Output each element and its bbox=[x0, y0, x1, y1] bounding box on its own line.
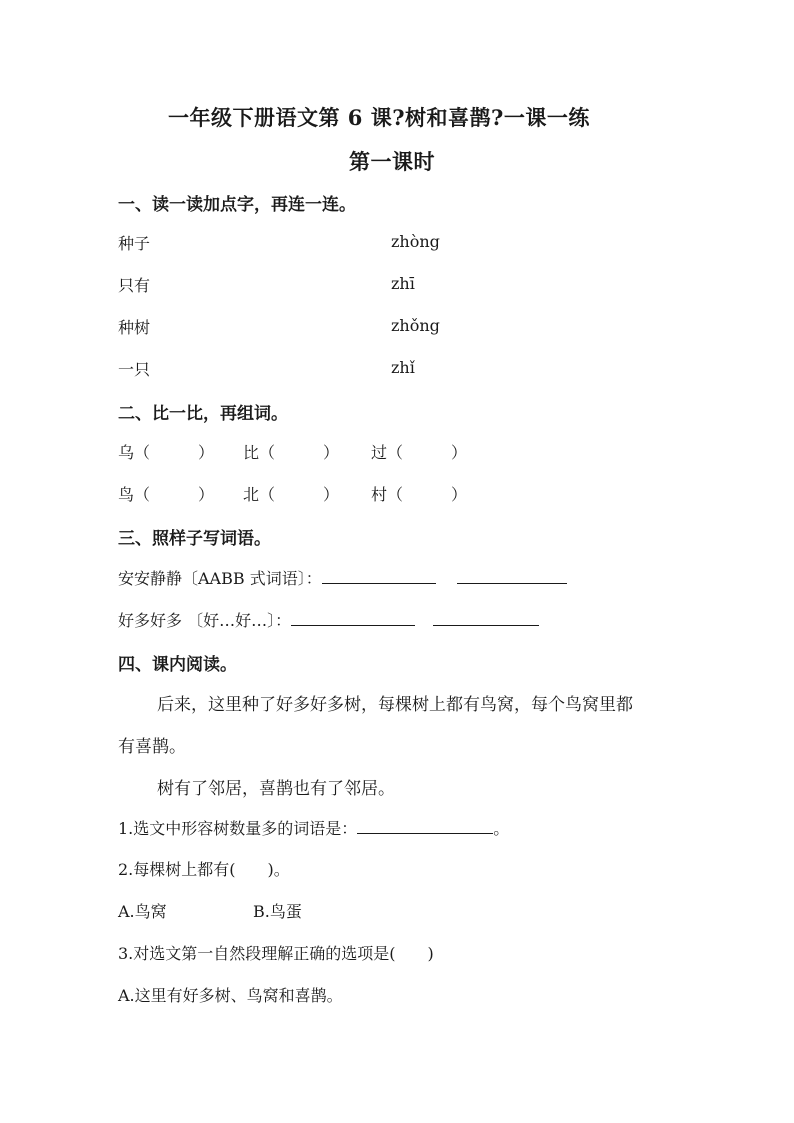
match-word: 只有 bbox=[118, 276, 151, 295]
match-word: 种树 bbox=[118, 318, 151, 337]
example-line-hao bbox=[118, 608, 539, 631]
document-title: 一年级下册语文第 6 课?树和喜鹊?一课一练 bbox=[168, 105, 590, 130]
word-group-blank: 过（ ） bbox=[371, 443, 468, 462]
match-word: 种子 bbox=[118, 234, 151, 253]
answer-blank[interactable] bbox=[322, 569, 436, 584]
question-3: 3.对选文第一自然段理解正确的选项是( ) bbox=[118, 944, 434, 963]
section2-heading: 二、比一比，再组词。 bbox=[118, 404, 288, 424]
question-1 bbox=[118, 816, 509, 839]
word-group-blank: 鸟（ ） bbox=[118, 485, 215, 504]
question-2-option-a: A.鸟窝 bbox=[118, 902, 167, 921]
match-word: 一只 bbox=[118, 360, 151, 379]
section4-heading: 四、课内阅读。 bbox=[118, 655, 237, 675]
example-label: 安安静静〔AABB 式词语〕： bbox=[118, 569, 322, 588]
question-2: 2.每棵树上都有( )。 bbox=[118, 860, 290, 879]
example-line-aabb bbox=[118, 566, 567, 589]
match-pinyin: zhī bbox=[391, 274, 415, 293]
question-1-text: 1.选文中形容树数量多的词语是： bbox=[118, 819, 358, 838]
section3-heading: 三、照样子写词语。 bbox=[118, 529, 271, 549]
reading-paragraph: 树有了邻居，喜鹊也有了邻居。 bbox=[157, 779, 395, 799]
match-pinyin: zhǐ bbox=[391, 358, 415, 377]
section1-heading: 一、读一读加点字，再连一连。 bbox=[118, 195, 356, 215]
word-group-blank: 村（ ） bbox=[371, 485, 468, 504]
answer-blank[interactable] bbox=[291, 611, 415, 626]
question-2-option-b: B.鸟蛋 bbox=[253, 902, 302, 921]
answer-blank[interactable] bbox=[457, 569, 567, 584]
match-pinyin: zhǒng bbox=[391, 316, 440, 335]
word-group-blank: 比（ ） bbox=[243, 443, 340, 462]
word-group-blank: 乌（ ） bbox=[118, 443, 215, 462]
answer-blank[interactable] bbox=[357, 819, 493, 834]
document-subtitle: 第一课时 bbox=[349, 149, 435, 174]
word-group-blank: 北（ ） bbox=[243, 485, 340, 504]
reading-paragraph-line: 有喜鹊。 bbox=[118, 737, 186, 757]
example-label: 好多好多 〔好…好…〕： bbox=[118, 611, 292, 630]
question-3-option-a: A.这里有好多树、鸟窝和喜鹊。 bbox=[118, 986, 343, 1005]
answer-blank[interactable] bbox=[433, 611, 539, 626]
question-1-suffix: 。 bbox=[493, 819, 510, 838]
reading-paragraph-line: 后来，这里种了好多好多树，每棵树上都有鸟窝，每个鸟窝里都 bbox=[157, 695, 633, 715]
match-pinyin: zhòng bbox=[391, 232, 440, 251]
